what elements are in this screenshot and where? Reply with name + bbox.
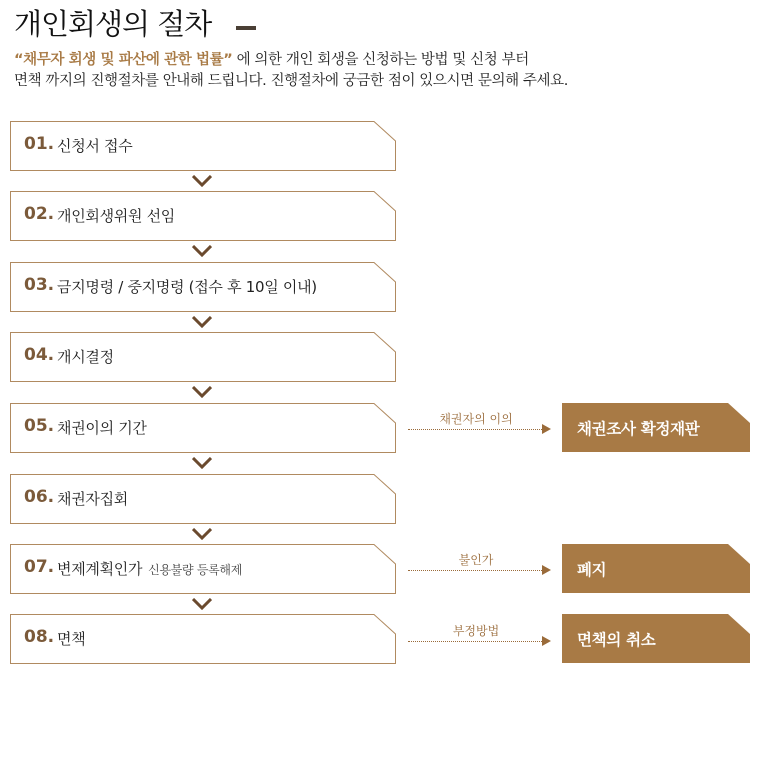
step-label (57, 488, 128, 509)
step-label-text: 개인회생위원 선임 (57, 207, 175, 225)
dotted-line (408, 641, 542, 642)
chevron-down-icon (192, 175, 212, 187)
step-label (57, 417, 147, 438)
chevron-down-icon (192, 457, 212, 469)
step-label (57, 558, 242, 579)
step-box-04 (10, 332, 396, 381)
step-label (57, 628, 85, 649)
arrow-right-icon (542, 565, 551, 575)
step-label-text: 채권이의 기간 (57, 419, 147, 437)
arrow-right-icon (542, 636, 551, 646)
step-label (57, 276, 317, 297)
intro-law-name: “채무자 회생 및 파산에 관한 법률” (14, 52, 233, 68)
step-number: 07. (24, 557, 55, 577)
intro-line1: 에 의한 개인 회생을 신청하는 방법 및 신청 부터 (232, 52, 529, 68)
step-box-06 (10, 474, 396, 523)
branch-connector-fraud (408, 622, 553, 652)
step-label-text: 신청서 접수 (57, 137, 133, 155)
step-label-text: 변제계획인가 (57, 560, 143, 578)
chevron-down-icon (192, 316, 212, 328)
step-box-08 (10, 614, 396, 663)
branch-connector-rejection (408, 551, 553, 581)
branch-label: 부정방법 (452, 624, 500, 638)
step-label-text: 면책 (57, 630, 86, 648)
step-box-02 (10, 191, 396, 240)
step-label-text: 개시결정 (57, 348, 114, 366)
step-label (57, 205, 175, 226)
branch-label: 채권자의 이의 (439, 412, 513, 426)
step-box-05 (10, 403, 396, 452)
result-box-claim-trial (562, 403, 750, 452)
branch-connector-objection (408, 410, 553, 440)
result-box-dismissal (562, 544, 750, 593)
chevron-down-icon (192, 528, 212, 540)
step-sublabel: 신용불량 등록해제 (148, 563, 243, 577)
arrow-right-icon (542, 424, 551, 434)
step-number: 05. (24, 416, 55, 436)
step-number: 03. (24, 275, 55, 295)
step-box-01 (10, 121, 396, 170)
result-label: 폐지 (577, 561, 607, 579)
step-number: 01. (24, 134, 55, 154)
branch-label: 불인가 (458, 553, 494, 567)
step-label-text: 금지명령 / 중지명령 (접수 후 10일 이내) (57, 278, 317, 296)
step-number: 04. (24, 345, 55, 365)
result-label: 면책의 취소 (577, 631, 656, 649)
step-box-07 (10, 544, 396, 593)
chevron-down-icon (192, 245, 212, 257)
chevron-down-icon (192, 386, 212, 398)
intro-text (14, 50, 568, 92)
step-label (57, 135, 132, 156)
page-title: 개인회생의 절차 (14, 7, 212, 41)
step-number: 02. (24, 204, 55, 224)
title-underline-decoration (236, 26, 256, 30)
step-label-text: 채권자집회 (57, 490, 128, 508)
intro-line2: 면책 까지의 진행절차를 안내해 드립니다. 진행절차에 궁금한 점이 있으시면 문의해 주세요. (14, 73, 568, 89)
step-number: 08. (24, 627, 55, 647)
step-number: 06. (24, 487, 55, 507)
dotted-line (408, 570, 542, 571)
result-label: 채권조사 확정재판 (577, 420, 700, 438)
result-box-discharge-revocation (562, 614, 750, 663)
dotted-line (408, 429, 542, 430)
chevron-down-icon (192, 598, 212, 610)
step-label (57, 346, 114, 367)
step-box-03 (10, 262, 396, 311)
